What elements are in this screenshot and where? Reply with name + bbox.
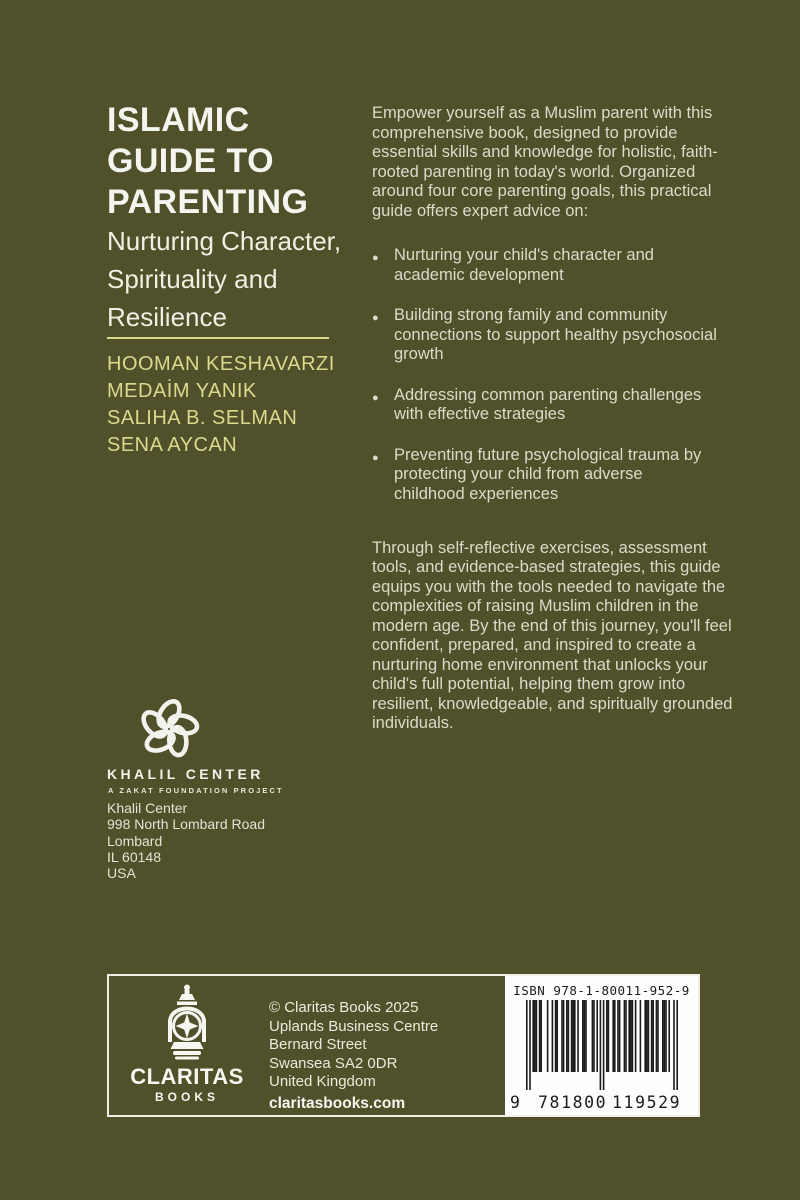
address-line: IL 60148 [107, 848, 161, 865]
bullet-text: Building strong family and community connections to support healthy psychosocial growth [394, 306, 717, 363]
subtitle-line: Nurturing Character, [107, 226, 342, 256]
bullet-icon: ● [372, 451, 379, 464]
khalil-center-logo-icon [130, 694, 208, 764]
author-name: SALIHA B. SELMAN [107, 407, 298, 429]
barcode-digit-first: 9 [510, 1093, 520, 1112]
book-subtitle [107, 222, 377, 336]
publisher-address [269, 999, 499, 1092]
claritas-books-name: CLARITAS [130, 1064, 244, 1089]
address-line: 998 North Lombard Road [107, 816, 265, 833]
publisher-line: United Kingdom [269, 1073, 376, 1091]
barcode-digits [505, 1092, 698, 1112]
bullet-item [372, 246, 717, 285]
bullet-item [372, 446, 717, 505]
publisher-line: © Claritas Books 2025 [269, 999, 419, 1016]
author-name: HOOMAN KESHAVARZI [107, 353, 335, 375]
khalil-center-name: KHALIL CENTER [107, 766, 264, 782]
title-line: ISLAMIC [107, 101, 250, 139]
blurb-intro: Empower yourself as a Muslim parent with this comprehensive book, designed to provide essential skills and knowledge for holistic, faith-rooted parenting in today's world. Organized around four core parenting goals, this practical guide offers expert advice on: [372, 104, 718, 220]
address-line: USA [107, 865, 136, 882]
publisher-website: claritasbooks.com [269, 1095, 406, 1112]
publisher-info [109, 976, 505, 1115]
author-name: SENA AYCAN [107, 434, 238, 456]
barcode-panel [505, 976, 698, 1115]
blurb-outro: Through self-reflective exercises, assessment tools, and evidence-based strategies, this guide equips you with the tools needed to navigate the complexities of raising Muslim children in the modern age. By the end of this journey, you'll feel confident, prepared, and inspired to create a nurturing home environment that unlocks your child's full potential, helping them grow into resilient, knowledgeable, and spiritually grounded individuals. [372, 538, 733, 732]
address-line: Lombard [107, 832, 163, 849]
subtitle-line: Spirituality and [107, 264, 278, 294]
bullet-icon: ● [372, 391, 379, 404]
subtitle-line: Resilience [107, 302, 227, 332]
author-list [107, 351, 377, 459]
isbn-label: ISBN 978-1-80011-952-9 [513, 983, 690, 998]
bullet-item [372, 306, 717, 365]
blurb-bullet-list [372, 246, 717, 525]
address-line: Khalil Center [107, 800, 188, 816]
bullet-icon: ● [372, 252, 379, 264]
bullet-item [372, 386, 717, 425]
barcode-digit-group: 781800 [538, 1093, 608, 1112]
publisher-box [107, 974, 700, 1117]
publisher-line: Uplands Business Centre [269, 1017, 439, 1035]
khalil-center-address [107, 800, 357, 881]
bullet-text: Preventing future psychological trauma by protecting your child from adverse childhood experiences [394, 445, 702, 503]
khalil-center-tagline: A ZAKAT FOUNDATION PROJECT [108, 786, 284, 795]
title-line: GUIDE TO [107, 142, 274, 180]
publisher-line: Bernard Street [269, 1036, 367, 1054]
publisher-line: Swansea SA2 0DR [269, 1054, 398, 1072]
book-title [107, 100, 367, 223]
barcode-bars [526, 1000, 678, 1090]
claritas-books-sub: BOOKS [154, 1090, 219, 1104]
bullet-text: Addressing common parenting challenges with effective strategies [394, 385, 702, 423]
bullet-icon: ● [372, 312, 379, 324]
title-line: PARENTING [107, 183, 309, 221]
accent-divider [107, 337, 329, 339]
bullet-text: Nurturing your child's character and academic development [394, 246, 654, 284]
barcode-digit-group: 119529 [612, 1093, 682, 1112]
author-name: MEDAİM YANIK [107, 380, 257, 402]
claritas-lantern-icon [162, 984, 212, 1062]
